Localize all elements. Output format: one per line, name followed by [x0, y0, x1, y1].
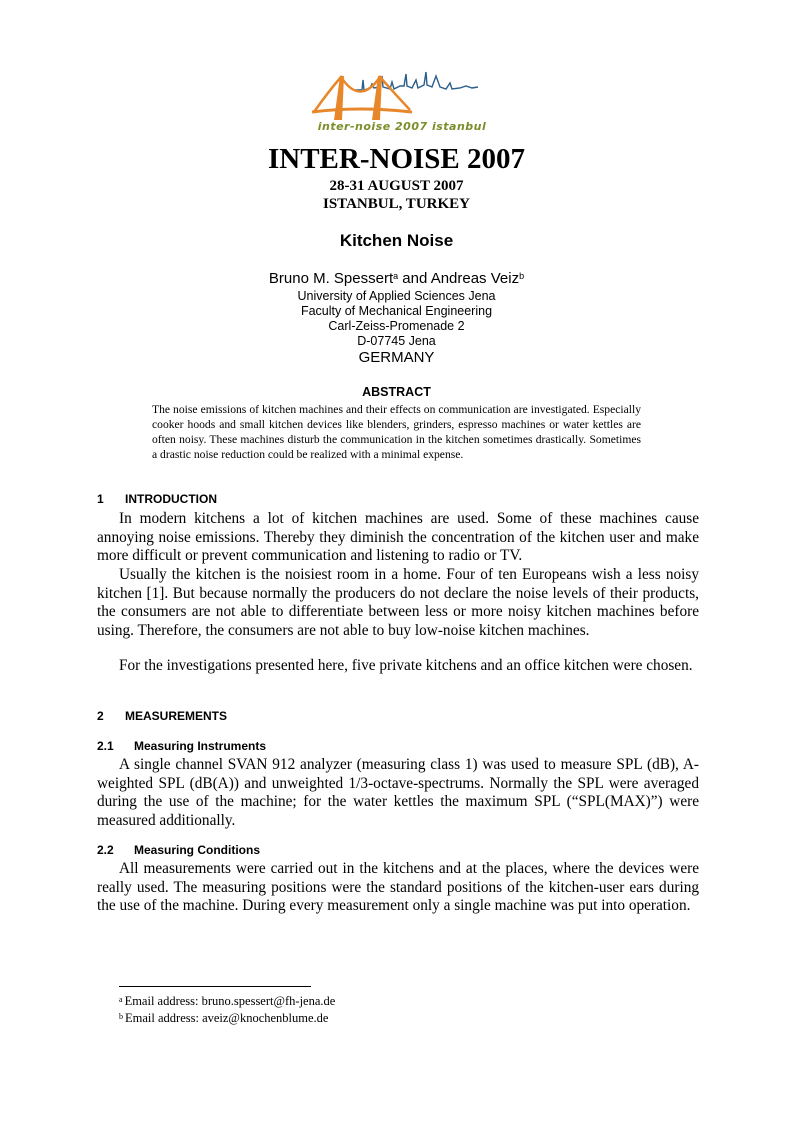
- section-number: 2: [97, 709, 104, 723]
- body-paragraph: [97, 860, 699, 916]
- section-heading: [97, 492, 217, 507]
- paragraph-text: For the investigations presented here, five private kitchens and an office kitchen were chosen.: [119, 657, 693, 674]
- subsection-heading: [97, 843, 260, 858]
- subsection-number: 2.1: [97, 739, 114, 753]
- author-mark: a: [393, 271, 399, 281]
- footnote-divider: [119, 986, 311, 987]
- footnote-mark: a: [119, 995, 123, 1004]
- author-mark: b: [519, 271, 525, 281]
- paper-title: Kitchen Noise: [339, 231, 454, 250]
- paragraph-text: In modern kitchens a lot of kitchen machines are used. Some of these machines cause annoying noise emissions. Thereby they diminish the concentration of the kitchen user and make more difficult or prevent communication and listening to radio or TV.: [97, 510, 699, 565]
- body-paragraph: [97, 510, 699, 566]
- conference-location: ISTANBUL, TURKEY: [323, 196, 470, 212]
- author-join: and: [398, 270, 431, 287]
- body-paragraph: [97, 566, 699, 640]
- footnote-text: Email address: bruno.spessert@fh-jena.de: [124, 994, 336, 1008]
- section-heading: [97, 709, 227, 724]
- affiliation-line: D-07745 Jena: [357, 334, 436, 348]
- subsection-number: 2.2: [97, 843, 114, 857]
- subsection-heading: [97, 739, 266, 754]
- subsection-title: Measuring Instruments: [134, 739, 267, 753]
- paragraph-text: All measurements were carried out in the kitchens and at the places, where the devices were really used. The measuring positions were the standard positions of the kitchen-user ears during the use of the machine. During every measurement only a single machine was put into operation.: [97, 860, 699, 915]
- abstract-text: The noise emissions of kitchen machines and their effects on communication are investigated. Especially cooker hoods and small kitchen devices like blenders, grinders, espresso machines or water kettles are often noisy. These machines disturb the communication in the kitchen sometimes drastically. Sometimes a drastic noise reduction could be realized with a minimal expense.: [152, 403, 641, 461]
- footnote-mark: b: [119, 1012, 123, 1021]
- affiliation-line: University of Applied Sciences Jena: [297, 289, 496, 303]
- paragraph-text: A single channel SVAN 912 analyzer (measuring class 1) was used to measure SPL (dB), A-weighted SPL (dB(A)) and unweighted 1/3-octave-spectrums. Normally the SPL were averaged during the use of the machine; for the water kettles the maximum SPL (“SPL(MAX)”) were measured additionally.: [97, 756, 699, 829]
- paragraph-text: Usually the kitchen is the noisiest room in a home. Four of ten Europeans wish a less noisy kitchen [1]. But because normally the producers do not declare the noise levels of their products, the consumers are not able to differentiate between less or more noisy kitchen machines before using. Therefore, the consumers are not able to buy low-noise kitchen machines.: [97, 566, 699, 639]
- subsection-title: Measuring Conditions: [134, 843, 260, 857]
- affiliation-country: GERMANY: [358, 349, 435, 366]
- conference-title: INTER-NOISE 2007: [267, 143, 526, 175]
- affiliation-line: Carl-Zeiss-Promenade 2: [328, 319, 465, 333]
- abstract-heading: ABSTRACT: [362, 385, 431, 399]
- body-paragraph: [97, 756, 699, 830]
- author-name: Andreas Veiz: [430, 270, 520, 287]
- section-title: INTRODUCTION: [125, 492, 217, 506]
- istanbul-bridge-skyline-icon: [300, 62, 500, 122]
- conference-dates: 28-31 AUGUST 2007: [329, 178, 464, 194]
- affiliation-line: Faculty of Mechanical Engineering: [300, 304, 493, 318]
- author-name: Bruno M. Spessert: [268, 270, 394, 287]
- footnote: [119, 994, 335, 1009]
- footnote: [119, 1011, 328, 1026]
- logo-text: inter-noise 2007 istanbul: [317, 120, 487, 133]
- author-line: [0, 270, 793, 288]
- body-paragraph: [97, 657, 699, 676]
- section-title: MEASUREMENTS: [125, 709, 228, 723]
- conference-logo: [300, 62, 500, 138]
- section-number: 1: [97, 492, 104, 506]
- footnote-text: Email address: aveiz@knochenblume.de: [125, 1011, 329, 1025]
